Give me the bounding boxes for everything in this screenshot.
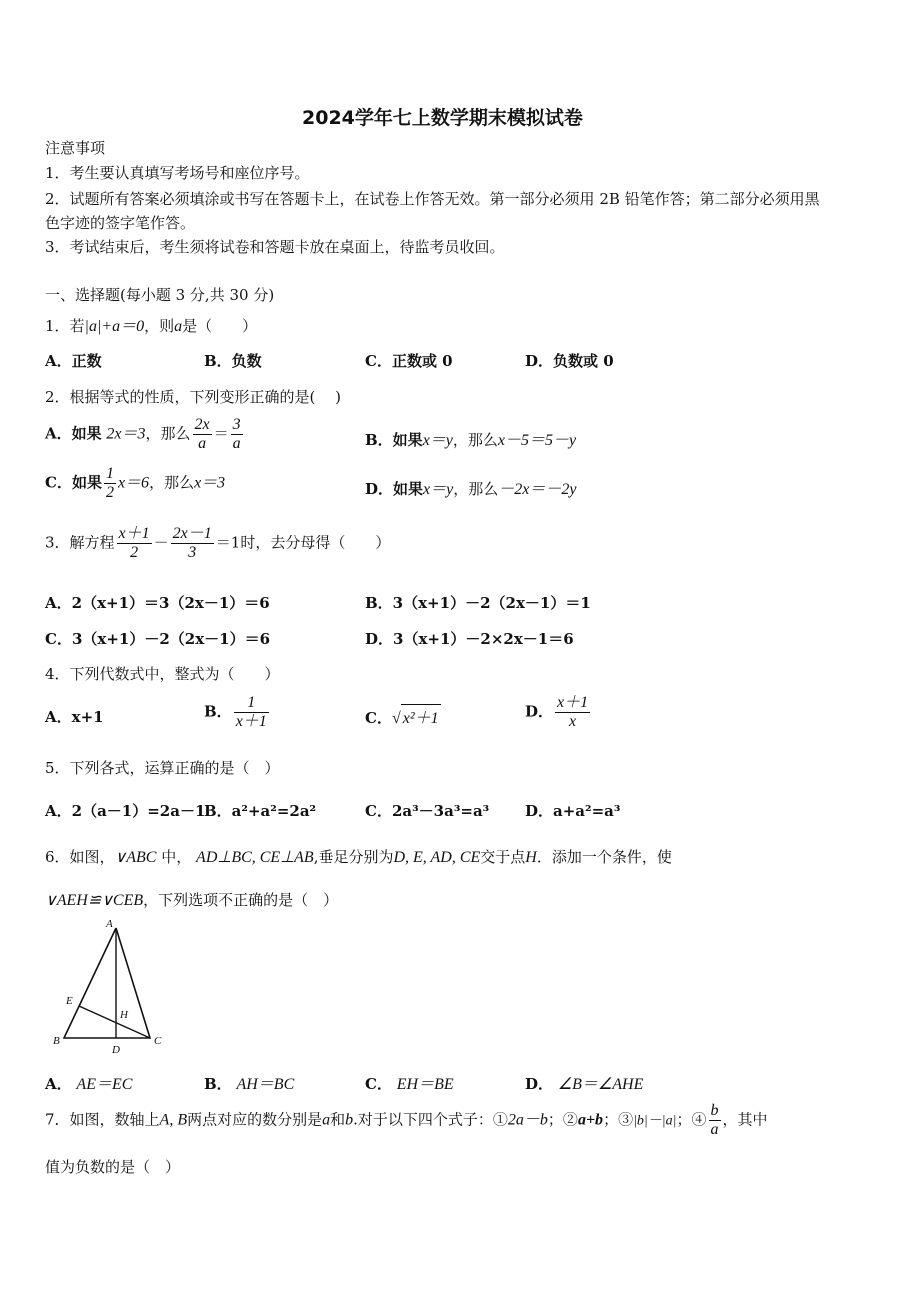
q6-option-a: [45, 1071, 132, 1094]
q1-option-c: C．正数或 0: [365, 352, 453, 370]
q2-d-pre: D．如果: [365, 480, 424, 498]
q6-option-d: [525, 1071, 643, 1094]
page-title: 2024学年七上数学期末模拟试卷: [302, 107, 583, 129]
question-4-stem: 4．下列代数式中，整式为（ ）: [45, 665, 280, 683]
q6-t3: 交于点: [480, 848, 526, 866]
q2-c-frac: [104, 465, 116, 502]
q6-m3: D, E, AD, CE: [393, 849, 481, 866]
q1-pre: 1．若: [45, 317, 85, 335]
q4-option-b: [204, 694, 271, 731]
q1-math: |a|+a＝0: [84, 318, 145, 335]
frac-num: 2x: [194, 416, 210, 433]
q7-m3: b: [345, 1111, 354, 1129]
q6-option-b: [204, 1071, 294, 1094]
q3-option-c: C．3（x+1）－2（2x－1）＝6: [45, 630, 271, 648]
q7-frac: [709, 1102, 721, 1139]
q4-c-radicand: x²＋1: [401, 704, 441, 728]
q5-option-c: C．2a³－3a³=a³: [365, 802, 490, 820]
q4-d-label: D．: [525, 702, 554, 721]
frac-num: b: [710, 1102, 719, 1119]
frac-den: a: [232, 435, 241, 452]
q7-t1: 两点对应的数分别是: [187, 1110, 323, 1129]
q7-t4: ；②: [547, 1110, 578, 1129]
q2-b-m2: x－5＝5－y: [497, 432, 577, 449]
q6-option-c: [365, 1071, 454, 1094]
q2-a-mid: ，那么: [145, 424, 191, 443]
q7-t7: ，其中: [722, 1110, 768, 1129]
question-6-stem-line2: [45, 889, 338, 910]
q2-option-d: [365, 476, 576, 499]
q6-t4: ．添加一个条件，使: [536, 848, 672, 866]
q3-post: 时，去分母得（ ）: [240, 533, 391, 552]
q3-option-d: D．3（x+1）－2×2x－1＝6: [365, 630, 574, 648]
q2-option-a: [45, 416, 245, 453]
q6-a-math: AE＝EC: [76, 1076, 133, 1093]
q7-t3: .对于以下四个式子：①: [353, 1110, 508, 1129]
q7-t2: 和: [330, 1110, 346, 1129]
frac-num: 1: [105, 465, 114, 482]
q4-b-frac: [234, 694, 269, 731]
frac-num: 1: [234, 694, 269, 713]
triangle-figure: [50, 918, 175, 1058]
label-c: C: [154, 1035, 162, 1047]
q6-t2: ,垂足分别为: [313, 848, 394, 866]
notice-item: 1．考生要认真填写考场号和座位序号。: [45, 164, 310, 182]
q2-c-mid: ，那么: [149, 473, 195, 492]
q2-a-frac2: [231, 416, 243, 453]
q7-e3: |b|－|a|: [633, 1113, 677, 1129]
frac-num: x＋1: [557, 694, 589, 711]
label-e: E: [66, 995, 73, 1007]
q1-option-b: B．负数: [204, 352, 262, 370]
q6-d-label: D．: [525, 1075, 554, 1093]
q7-t5: ；③: [603, 1110, 634, 1129]
triangle-outline: [64, 928, 150, 1038]
q2-c-pre: C．如果: [45, 473, 102, 492]
frac-num: 3: [232, 416, 241, 433]
q4-option-d: [525, 694, 592, 731]
q2-c-m1: x＝6: [117, 474, 150, 492]
q2-b-mid: ，那么: [452, 431, 498, 449]
q1-option-a: A．正数: [45, 352, 102, 370]
q3-eq: ＝1: [215, 533, 241, 552]
q5-option-a: A．2（a－1）=2a－1: [45, 802, 206, 820]
notice-heading: 注意事项: [45, 139, 106, 157]
question-5-stem: 5．下列各式，运算正确的是（ ）: [45, 759, 280, 777]
q3-option-b: B．3（x+1）－2（2x－1）＝1: [365, 594, 591, 612]
q6-m4: H: [525, 849, 537, 866]
q3-minus: －: [153, 533, 169, 552]
q5-option-d: D．a+a²=a³: [525, 802, 621, 820]
q4-d-frac: [555, 694, 590, 731]
q2-a-eq: ＝: [213, 424, 229, 443]
question-7-stem-line1: [45, 1102, 768, 1139]
q2-a-pre: A．如果: [45, 424, 102, 443]
q1-var: a: [174, 318, 183, 335]
q6-b-math: AH＝BC: [236, 1076, 295, 1093]
q6-pre: 6．如图，: [45, 848, 115, 866]
question-6-stem-line1: [45, 846, 672, 867]
q6-t1: 中，: [156, 848, 192, 866]
q2-d-mid: ，那么: [453, 480, 499, 498]
frac-den: 2: [105, 484, 114, 501]
q4-option-a: A．x+1: [45, 708, 104, 726]
q2-d-m2: －2x＝－2y: [498, 481, 577, 498]
q3-frac2: [171, 525, 214, 562]
section-heading: 一、选择题(每小题 3 分,共 30 分): [45, 286, 275, 304]
q3-option-a: A．2（x+1）＝3（2x－1）＝6: [45, 594, 270, 612]
label-h: H: [120, 1009, 128, 1021]
q7-m2: a: [322, 1111, 331, 1129]
q6-b-label: B．: [204, 1075, 232, 1093]
frac-den: x: [569, 713, 577, 730]
frac-num: 2x－1: [172, 525, 212, 542]
question-3-stem: [45, 525, 390, 562]
q6-a-label: A．: [45, 1075, 72, 1093]
question-1-stem: [45, 313, 257, 336]
label-b: B: [53, 1035, 60, 1047]
q6-c-label: C．: [365, 1075, 392, 1093]
q6-m1: ∨ABC: [114, 849, 157, 866]
q4-b-label: B．: [204, 702, 232, 721]
frac-den: a: [710, 1121, 719, 1138]
q7-m1: A, B: [159, 1111, 188, 1129]
q2-option-c: [45, 465, 225, 502]
q1-option-d: D．负数或 0: [525, 352, 614, 370]
q2-a-frac1: [193, 416, 212, 453]
frac-den: a: [198, 435, 207, 452]
label-d: D: [112, 1044, 120, 1056]
q6-line2-math: ∨AEH≌∨CEB: [45, 892, 144, 909]
q2-option-b: [365, 427, 576, 450]
frac-den: 3: [188, 544, 197, 561]
q5-option-b: B．a²+a²=2a²: [204, 802, 317, 820]
question-7-stem-line2: 值为负数的是（ ）: [45, 1158, 181, 1176]
q7-e2: a+b: [577, 1111, 604, 1129]
q2-b-pre: B．如果: [365, 431, 423, 449]
question-2-stem: 2．根据等式的性质，下列变形正确的是( ): [45, 388, 342, 406]
q3-frac1: [117, 525, 152, 562]
q4-c-label: C．: [365, 709, 392, 727]
notice-item: 2．试题所有答案必须填涂或书写在答题卡上，在试卷上作答无效。第一部分必须用 2B 铅笔作答；第二部分必须用黑: [45, 190, 820, 208]
q4-option-c: [365, 704, 441, 728]
notice-item: 色字迹的签字笔作答。: [45, 214, 196, 232]
q7-t6: ；④: [676, 1110, 707, 1129]
sqrt-icon: √: [391, 710, 401, 727]
frac-den: 2: [130, 544, 139, 561]
q2-b-m1: x＝y: [422, 432, 453, 449]
q6-line2-text: ，下列选项不正确的是（ ）: [143, 891, 339, 909]
q6-m2: AD⊥BC, CE⊥AB: [196, 849, 314, 866]
q6-c-math: EH＝BE: [396, 1076, 454, 1093]
frac-den: x＋1: [235, 713, 267, 730]
q3-pre: 3．解方程: [45, 533, 115, 552]
notice-item: 3．考试结束后，考生须将试卷和答题卡放在桌面上，待监考员收回。: [45, 238, 505, 256]
q2-d-m1: x＝y: [423, 481, 454, 498]
q1-mid: ，则: [144, 317, 175, 335]
frac-num: x＋1: [118, 525, 150, 542]
q7-pre: 7．如图，数轴上: [45, 1110, 160, 1129]
q2-c-m2: x＝3: [194, 474, 226, 492]
q7-e1: 2a－b: [507, 1111, 548, 1129]
q6-d-math: ∠B＝∠AHE: [557, 1076, 644, 1093]
q2-a-m1: 2x＝3: [106, 425, 146, 443]
altitude-ce: [79, 1006, 150, 1038]
label-a: A: [106, 918, 113, 930]
q1-post: 是（ ）: [182, 317, 258, 335]
